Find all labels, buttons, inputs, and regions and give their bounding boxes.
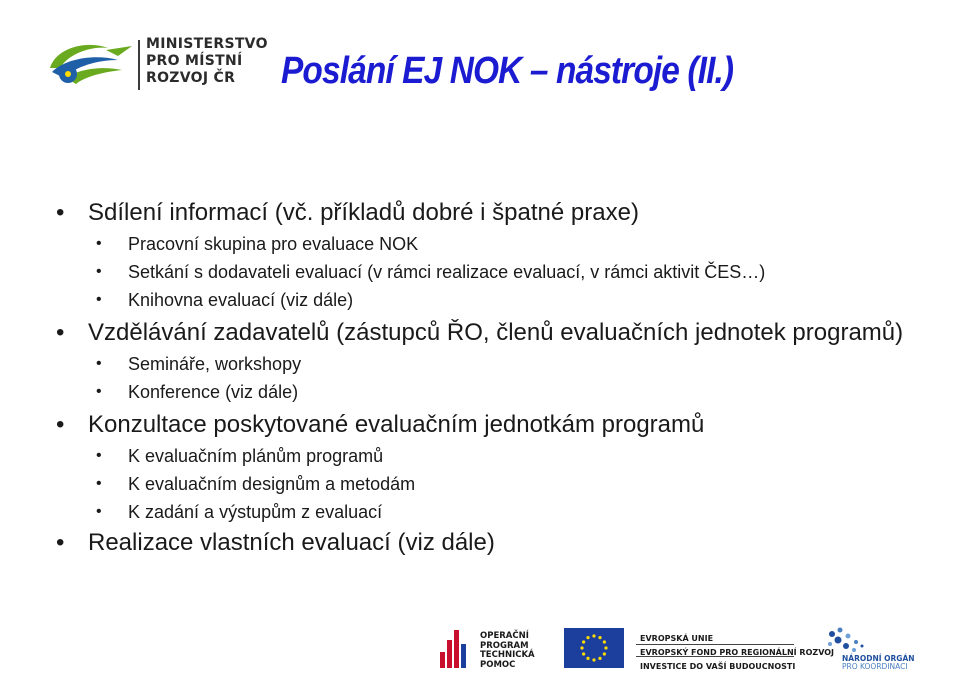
no-title: NÁRODNÍ ORGÁN bbox=[842, 654, 915, 663]
eu-star-icon bbox=[586, 636, 589, 639]
bullet-item: • Vzdělávání zadavatelů (zástupců ŘO, členů evaluačních jednotek programů) bbox=[52, 318, 932, 348]
sub-bullet-item: • K zadání a výstupům z evaluací bbox=[52, 500, 932, 524]
eu-star-icon bbox=[582, 640, 585, 643]
op-logo-icon bbox=[436, 626, 472, 670]
eu-star-icon bbox=[598, 657, 601, 660]
eu-star-icon bbox=[603, 652, 606, 655]
sub-bullet-item: • Setkání s dodavateli evaluací (v rámci realizace evaluací, v rámci aktivit ČES…) bbox=[52, 260, 932, 284]
sub-bullet-item: • K evaluačním plánům programů bbox=[52, 444, 932, 468]
eu-star-icon bbox=[603, 640, 606, 643]
op-line: TECHNICKÁ bbox=[480, 650, 535, 661]
sub-bullet-item: • Pracovní skupina pro evaluace NOK bbox=[52, 232, 932, 256]
bullet-item: • Konzultace poskytované evaluačním jednotkám programů bbox=[52, 410, 932, 440]
eu-star-icon bbox=[586, 657, 589, 660]
logo-divider bbox=[138, 40, 140, 90]
op-line: PROGRAM bbox=[480, 640, 529, 651]
op-logo-text bbox=[480, 632, 535, 670]
eu-star-icon bbox=[598, 636, 601, 639]
op-line: POMOC bbox=[480, 659, 516, 670]
eu-star-icon bbox=[582, 652, 585, 655]
ministry-line: ROZVOJ ČR bbox=[146, 70, 236, 86]
eu-line: EVROPSKÝ FOND PRO REGIONÁLNÍ ROZVOJ bbox=[640, 648, 835, 657]
eu-line: INVESTICE DO VAŠÍ BUDOUCNOSTI bbox=[640, 662, 796, 671]
bullet-item: • Sdílení informací (vč. příkladů dobré i špatné praxe) bbox=[52, 198, 932, 228]
sub-bullet-item: • K evaluačním designům a metodám bbox=[52, 472, 932, 496]
ministry-line: MINISTERSTVO bbox=[146, 36, 268, 52]
eu-flag-icon bbox=[564, 628, 624, 668]
bullet-item: • Realizace vlastních evaluací (viz dále) bbox=[52, 528, 932, 558]
sub-bullet-item: • Knihovna evaluací (viz dále) bbox=[52, 288, 932, 312]
op-line: OPERAČNÍ bbox=[480, 631, 529, 641]
ministry-name bbox=[146, 36, 268, 87]
slide-content bbox=[52, 196, 932, 558]
eu-star-icon bbox=[592, 658, 595, 661]
ministry-line: PRO MÍSTNÍ bbox=[146, 53, 243, 69]
eu-star-icon bbox=[592, 634, 595, 637]
mmr-logo-icon bbox=[46, 38, 136, 88]
no-logo-text bbox=[842, 655, 915, 671]
eu-star-icon bbox=[580, 646, 583, 649]
eu-logo-text bbox=[640, 632, 834, 674]
slide-title: Poslání EJ NOK – nástroje (II.) bbox=[281, 50, 734, 92]
eu-star-icon bbox=[604, 646, 607, 649]
no-subtitle: PRO KOORDINACI bbox=[842, 662, 908, 671]
sub-bullet-item: • Semináře, workshopy bbox=[52, 352, 932, 376]
eu-line: EVROPSKÁ UNIE bbox=[640, 634, 714, 643]
sub-bullet-item: • Konference (viz dále) bbox=[52, 380, 932, 404]
slide-header bbox=[0, 0, 960, 120]
